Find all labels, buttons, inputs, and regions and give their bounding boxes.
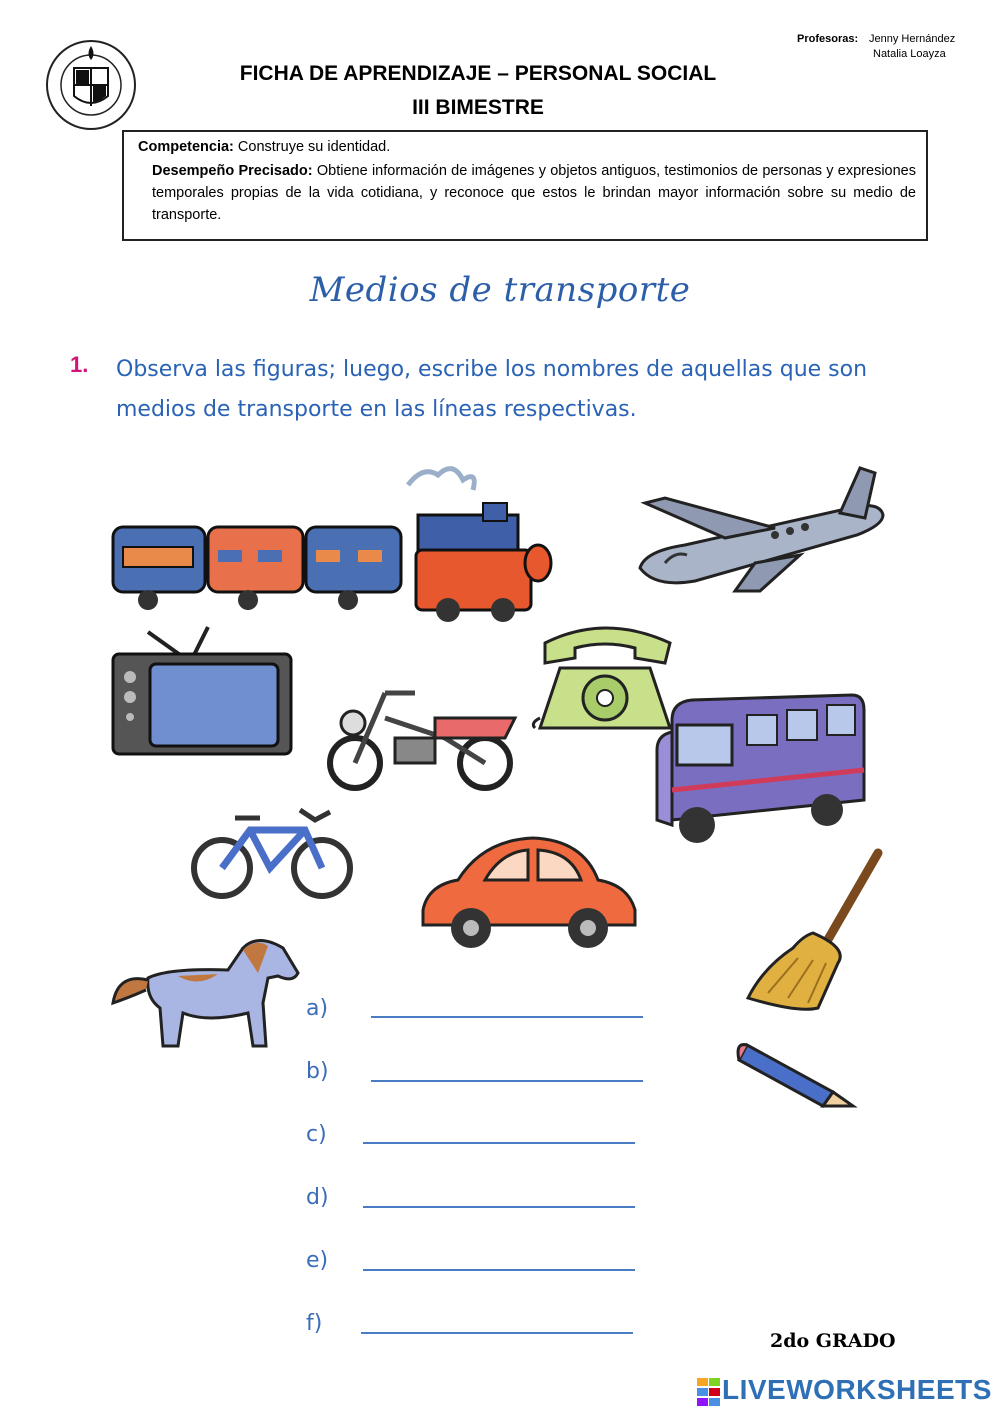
car-icon <box>413 830 643 955</box>
answer-line-b[interactable] <box>371 1080 643 1082</box>
answer-letter-f: f) <box>306 1311 323 1336</box>
pencil-icon <box>735 1030 860 1110</box>
answer-letter-e: e) <box>306 1248 329 1273</box>
bus-icon <box>652 690 867 850</box>
bicycle-icon <box>190 800 355 905</box>
competency-box <box>122 130 928 241</box>
answer-letter-c: c) <box>306 1122 327 1147</box>
competency-text: Construye su identidad. <box>237 139 391 155</box>
answer-line-a[interactable] <box>371 1016 643 1018</box>
desempeno-label: Desempeño Precisado: <box>152 163 313 179</box>
desempeno-paragraph <box>152 160 916 226</box>
answer-letter-b: b) <box>306 1059 329 1084</box>
motorcycle-icon <box>325 678 525 793</box>
question-text: Observa las figuras; luego, escribe los nombres de aquellas que son medios de transporte en las líneas respectivas. <box>116 357 868 422</box>
grade-label: 2do GRADO <box>770 1330 896 1352</box>
television-icon <box>108 622 293 757</box>
answer-line-f[interactable] <box>361 1332 633 1334</box>
page-title: Medios de transporte <box>309 270 691 310</box>
desempeno-text: Obtiene información de imágenes y objetos antiguos, testimonios de personas y expresiones temporales propias de la vida cotidiana, y reconoce que estos le brindan mayor información sobre su medio de transporte. <box>152 163 916 223</box>
liveworksheets-logo-icon <box>697 1378 721 1406</box>
train-icon <box>108 455 558 625</box>
teachers-label: Profesoras: <box>797 33 859 45</box>
horse-icon <box>108 928 303 1053</box>
liveworksheets-brand[interactable]: LIVEWORKSHEETS <box>722 1374 992 1405</box>
answer-letter-d: d) <box>306 1185 329 1210</box>
answer-letter-a: a) <box>306 996 329 1021</box>
competency-label: Competencia: <box>138 139 234 155</box>
answer-line-d[interactable] <box>363 1206 635 1208</box>
teacher-name-1: Jenny Hernández <box>869 33 956 45</box>
worksheet-header-subtitle: III BIMESTRE <box>412 96 544 119</box>
worksheet-header-title: FICHA DE APRENDIZAJE – PERSONAL SOCIAL <box>239 62 717 85</box>
answer-line-e[interactable] <box>363 1269 635 1271</box>
airplane-icon <box>625 463 890 593</box>
answer-line-c[interactable] <box>363 1142 635 1144</box>
question-number: 1. <box>70 352 89 377</box>
competency-line <box>138 139 390 155</box>
teacher-name-2: Natalia Loayza <box>873 48 946 60</box>
broom-icon <box>738 848 888 1018</box>
